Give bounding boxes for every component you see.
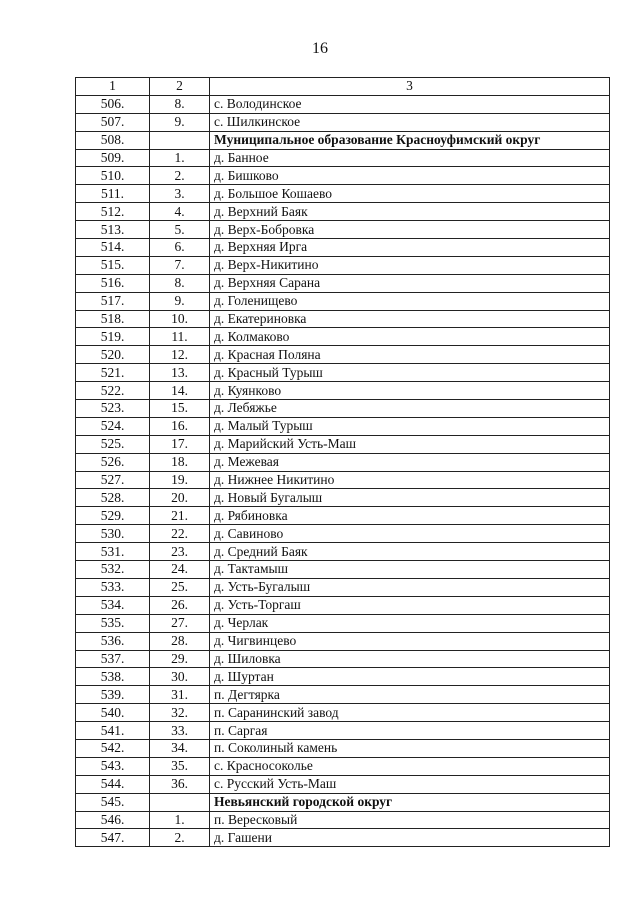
- table-row: [76, 364, 610, 382]
- settlement-name: д. Красная Поляна: [210, 346, 610, 364]
- row-number: 535.: [76, 614, 150, 632]
- settlement-name: с. Русский Усть-Маш: [210, 775, 610, 793]
- row-number: 528.: [76, 489, 150, 507]
- table-row: [76, 704, 610, 722]
- settlement-name: д. Верхняя Ирга: [210, 239, 610, 257]
- row-number: 542.: [76, 739, 150, 757]
- row-subnumber: 14.: [150, 382, 210, 400]
- table-row: [76, 185, 610, 203]
- table-row: [76, 561, 610, 579]
- row-number: 506.: [76, 95, 150, 113]
- row-subnumber: 24.: [150, 561, 210, 579]
- table-row: [76, 668, 610, 686]
- settlement-name: д. Савиново: [210, 525, 610, 543]
- row-number: 529.: [76, 507, 150, 525]
- settlement-name: д. Чигвинцево: [210, 632, 610, 650]
- settlements-table: [75, 77, 610, 847]
- settlement-name: д. Рябиновка: [210, 507, 610, 525]
- table-body: [76, 78, 610, 847]
- row-number: 539.: [76, 686, 150, 704]
- row-subnumber: 33.: [150, 722, 210, 740]
- table-row: [76, 400, 610, 418]
- settlement-name: д. Новый Бугалыш: [210, 489, 610, 507]
- row-number: 546.: [76, 811, 150, 829]
- column-header-number: 1: [76, 78, 150, 96]
- section-title: Невьянский городской округ: [210, 793, 610, 811]
- table-row: [76, 328, 610, 346]
- row-number: 538.: [76, 668, 150, 686]
- table-row: [76, 417, 610, 435]
- table-row: [76, 239, 610, 257]
- column-header-subnumber: 2: [150, 78, 210, 96]
- row-number: 515.: [76, 256, 150, 274]
- row-number: 547.: [76, 829, 150, 847]
- row-subnumber: 9.: [150, 113, 210, 131]
- row-subnumber: 7.: [150, 256, 210, 274]
- row-number: 545.: [76, 793, 150, 811]
- row-number: 521.: [76, 364, 150, 382]
- row-number: 543.: [76, 757, 150, 775]
- table-row: [76, 256, 610, 274]
- row-number: 532.: [76, 561, 150, 579]
- row-number: 508.: [76, 131, 150, 149]
- table-row: [76, 203, 610, 221]
- row-subnumber: 1.: [150, 811, 210, 829]
- row-number: 536.: [76, 632, 150, 650]
- row-subnumber: 8.: [150, 95, 210, 113]
- settlement-name: д. Усть-Торгаш: [210, 596, 610, 614]
- table-row: [76, 221, 610, 239]
- table-row: [76, 829, 610, 847]
- settlement-name: п. Вересковый: [210, 811, 610, 829]
- row-subnumber: 12.: [150, 346, 210, 364]
- settlement-name: д. Большое Кошаево: [210, 185, 610, 203]
- row-number: 520.: [76, 346, 150, 364]
- settlement-name: д. Красный Турыш: [210, 364, 610, 382]
- table-row: [76, 382, 610, 400]
- row-subnumber: 8.: [150, 274, 210, 292]
- settlement-name: д. Черлак: [210, 614, 610, 632]
- section-title: Муниципальное образование Красноуфимский округ: [210, 131, 610, 149]
- row-subnumber: 36.: [150, 775, 210, 793]
- row-number: 525.: [76, 435, 150, 453]
- table-row: [76, 596, 610, 614]
- row-subnumber: 32.: [150, 704, 210, 722]
- row-subnumber: 6.: [150, 239, 210, 257]
- table-row: [76, 757, 610, 775]
- settlement-name: д. Екатериновка: [210, 310, 610, 328]
- settlement-name: д. Верхний Баяк: [210, 203, 610, 221]
- row-subnumber: 1.: [150, 149, 210, 167]
- settlement-name: д. Малый Турыш: [210, 417, 610, 435]
- section-header-row: [76, 131, 610, 149]
- row-number: 524.: [76, 417, 150, 435]
- table-row: [76, 471, 610, 489]
- page-number: 16: [312, 40, 328, 57]
- table-row: [76, 632, 610, 650]
- row-subnumber: 2.: [150, 829, 210, 847]
- row-subnumber: 29.: [150, 650, 210, 668]
- settlement-name: д. Лебяжье: [210, 400, 610, 418]
- row-number: 511.: [76, 185, 150, 203]
- settlement-name: п. Саранинский завод: [210, 704, 610, 722]
- row-subnumber: 13.: [150, 364, 210, 382]
- table-row: [76, 722, 610, 740]
- row-subnumber: 17.: [150, 435, 210, 453]
- row-subnumber: 25.: [150, 578, 210, 596]
- settlement-name: д. Шуртан: [210, 668, 610, 686]
- row-number: 537.: [76, 650, 150, 668]
- settlement-name: д. Марийский Усть-Маш: [210, 435, 610, 453]
- settlement-name: д. Банное: [210, 149, 610, 167]
- section-header-row: [76, 793, 610, 811]
- row-number: 512.: [76, 203, 150, 221]
- table-header-row: [76, 78, 610, 96]
- row-number: 507.: [76, 113, 150, 131]
- row-subnumber: 3.: [150, 185, 210, 203]
- row-number: 540.: [76, 704, 150, 722]
- row-subnumber: 31.: [150, 686, 210, 704]
- settlement-name: д. Шиловка: [210, 650, 610, 668]
- settlement-name: п. Соколиный камень: [210, 739, 610, 757]
- settlement-name: д. Нижнее Никитино: [210, 471, 610, 489]
- row-number: 527.: [76, 471, 150, 489]
- row-number: 534.: [76, 596, 150, 614]
- table-row: [76, 274, 610, 292]
- row-number: 519.: [76, 328, 150, 346]
- column-header-name: 3: [210, 78, 610, 96]
- settlement-name: д. Колмаково: [210, 328, 610, 346]
- settlement-name: д. Куянково: [210, 382, 610, 400]
- settlement-name: д. Верх-Бобровка: [210, 221, 610, 239]
- table-row: [76, 739, 610, 757]
- table-row: [76, 614, 610, 632]
- table-row: [76, 453, 610, 471]
- settlement-name: п. Дегтярка: [210, 686, 610, 704]
- row-subnumber: 15.: [150, 400, 210, 418]
- row-subnumber: 11.: [150, 328, 210, 346]
- row-number: 518.: [76, 310, 150, 328]
- table-row: [76, 346, 610, 364]
- row-subnumber: 22.: [150, 525, 210, 543]
- row-subnumber: 26.: [150, 596, 210, 614]
- row-number: 509.: [76, 149, 150, 167]
- row-subnumber: 5.: [150, 221, 210, 239]
- row-subnumber: 19.: [150, 471, 210, 489]
- row-subnumber: [150, 131, 210, 149]
- table-row: [76, 149, 610, 167]
- row-subnumber: 2.: [150, 167, 210, 185]
- row-subnumber: 30.: [150, 668, 210, 686]
- settlement-name: д. Бишково: [210, 167, 610, 185]
- row-number: 516.: [76, 274, 150, 292]
- row-subnumber: 20.: [150, 489, 210, 507]
- row-subnumber: 10.: [150, 310, 210, 328]
- row-number: 526.: [76, 453, 150, 471]
- table-row: [76, 650, 610, 668]
- settlement-name: д. Голенищево: [210, 292, 610, 310]
- settlement-name: д. Верхняя Сарана: [210, 274, 610, 292]
- table-row: [76, 489, 610, 507]
- table-row: [76, 543, 610, 561]
- row-subnumber: 34.: [150, 739, 210, 757]
- row-subnumber: 18.: [150, 453, 210, 471]
- row-subnumber: 9.: [150, 292, 210, 310]
- row-number: 541.: [76, 722, 150, 740]
- table-row: [76, 113, 610, 131]
- table-row: [76, 507, 610, 525]
- row-subnumber: 23.: [150, 543, 210, 561]
- row-subnumber: 35.: [150, 757, 210, 775]
- row-number: 544.: [76, 775, 150, 793]
- settlement-name: д. Гашени: [210, 829, 610, 847]
- row-number: 533.: [76, 578, 150, 596]
- table-row: [76, 578, 610, 596]
- settlement-name: д. Средний Баяк: [210, 543, 610, 561]
- settlement-name: с. Шилкинское: [210, 113, 610, 131]
- settlement-name: д. Усть-Бугалыш: [210, 578, 610, 596]
- row-number: 513.: [76, 221, 150, 239]
- settlement-name: с. Красносоколье: [210, 757, 610, 775]
- settlement-name: п. Саргая: [210, 722, 610, 740]
- row-number: 510.: [76, 167, 150, 185]
- row-subnumber: 21.: [150, 507, 210, 525]
- row-number: 531.: [76, 543, 150, 561]
- table-row: [76, 292, 610, 310]
- settlement-name: с. Володинское: [210, 95, 610, 113]
- table-row: [76, 95, 610, 113]
- table-row: [76, 435, 610, 453]
- table-row: [76, 686, 610, 704]
- table-row: [76, 525, 610, 543]
- row-number: 523.: [76, 400, 150, 418]
- row-number: 514.: [76, 239, 150, 257]
- table-row: [76, 167, 610, 185]
- row-subnumber: 28.: [150, 632, 210, 650]
- settlement-name: д. Межевая: [210, 453, 610, 471]
- row-subnumber: [150, 793, 210, 811]
- table-row: [76, 811, 610, 829]
- row-number: 522.: [76, 382, 150, 400]
- row-number: 517.: [76, 292, 150, 310]
- row-subnumber: 16.: [150, 417, 210, 435]
- table-row: [76, 775, 610, 793]
- row-subnumber: 27.: [150, 614, 210, 632]
- settlement-name: д. Верх-Никитино: [210, 256, 610, 274]
- row-subnumber: 4.: [150, 203, 210, 221]
- row-number: 530.: [76, 525, 150, 543]
- table-row: [76, 310, 610, 328]
- settlement-name: д. Тактамыш: [210, 561, 610, 579]
